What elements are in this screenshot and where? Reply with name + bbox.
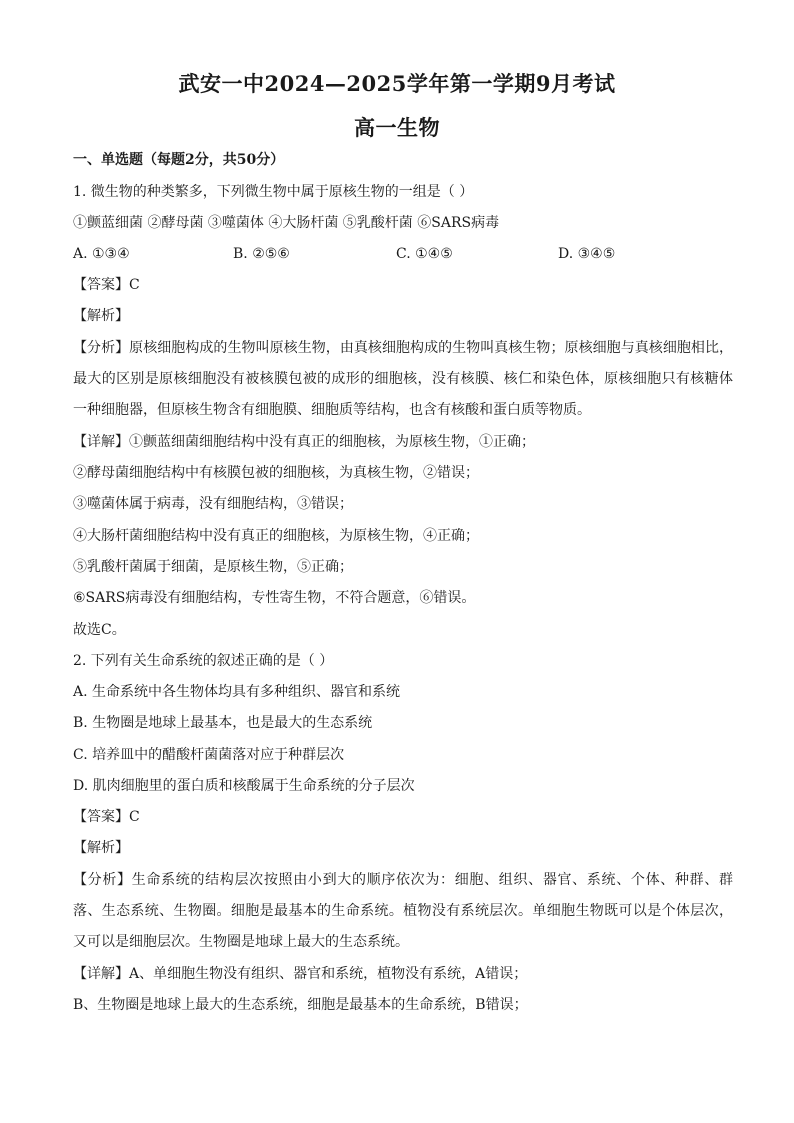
question-1-analysis-line: 一种细胞器，但原核生物含有细胞膜、细胞质等结构，也含有核酸和蛋白质等物质。 bbox=[73, 402, 591, 418]
section-heading: 一、单选题（每题2分，共50分） bbox=[73, 152, 285, 168]
question-2-detail-line: 【详解】A、单细胞生物没有组织、器官和系统，植物没有系统，A错误； bbox=[73, 966, 528, 982]
question-2-option-a: A. 生命系统中各生物体均具有多种组织、器官和系统 bbox=[73, 684, 401, 700]
question-2-option-b: B. 生物圈是地球上最基本，也是最大的生态系统 bbox=[73, 715, 373, 731]
question-1-detail-line: ⑤乳酸杆菌属于细菌，是原核生物，⑤正确； bbox=[73, 559, 353, 575]
question-1-analysis-label: 【解析】 bbox=[73, 308, 129, 324]
question-1-items: ①颤蓝细菌 ②酵母菌 ③噬菌体 ④大肠杆菌 ⑤乳酸杆菌 ⑥SARS病毒 bbox=[73, 215, 500, 231]
question-2-analysis-line: 落、生态系统、生物圈。细胞是最基本的生命系统。植物没有系统层次。单细胞生物既可以是个体层次， bbox=[73, 903, 733, 919]
question-2-answer: 【答案】C bbox=[73, 809, 140, 825]
question-1-option-a: A. ①③④ bbox=[73, 246, 130, 262]
question-1-detail-line: ④大肠杆菌细胞结构中没有真正的细胞核，为原核生物，④正确； bbox=[73, 528, 479, 544]
question-1-option-c: C. ①④⑤ bbox=[396, 246, 453, 262]
question-1-stem: 1. 微生物的种类繁多，下列微生物中属于原核生物的一组是（ ） bbox=[73, 184, 474, 200]
question-2-analysis-line: 【分析】生命系统的结构层次按照由小到大的顺序依次为：细胞、组织、器官、系统、个体、种群、群 bbox=[73, 872, 733, 888]
exam-title: 武安一中2024—2025学年第一学期9月考试 bbox=[178, 71, 616, 96]
question-1-option-d: D. ③④⑤ bbox=[558, 246, 616, 262]
question-1-conclusion: 故选C。 bbox=[73, 622, 126, 638]
question-2-analysis-label: 【解析】 bbox=[73, 840, 129, 856]
question-1-analysis-line: 【分析】原核细胞构成的生物叫原核生物，由真核细胞构成的生物叫真核生物；原核细胞与真核细胞相比， bbox=[73, 340, 733, 356]
question-1-detail-line: 【详解】①颤蓝细菌细胞结构中没有真正的细胞核，为原核生物，①正确； bbox=[73, 434, 535, 450]
question-1-answer: 【答案】C bbox=[73, 277, 140, 293]
question-2-analysis-line: 又可以是细胞层次。生物圈是地球上最大的生态系统。 bbox=[73, 934, 409, 950]
question-2-detail-line: B、生物圈是地球上最大的生态系统，细胞是最基本的生命系统，B错误； bbox=[73, 997, 528, 1013]
question-1-analysis-line: 最大的区别是原核细胞没有被核膜包被的成形的细胞核，没有核膜、核仁和染色体，原核细胞只有核糖体 bbox=[73, 371, 733, 387]
question-1-detail-line: ②酵母菌细胞结构中有核膜包被的细胞核，为真核生物，②错误； bbox=[73, 465, 479, 481]
exam-subject: 高一生物 bbox=[354, 115, 440, 140]
question-1-detail-line: ⑥SARS病毒没有细胞结构，专性寄生物，不符合题意，⑥错误。 bbox=[73, 590, 476, 606]
question-2-option-c: C. 培养皿中的醋酸杆菌菌落对应于种群层次 bbox=[73, 747, 345, 763]
question-2-stem: 2. 下列有关生命系统的叙述正确的是（ ） bbox=[73, 653, 334, 669]
question-1-detail-line: ③噬菌体属于病毒，没有细胞结构，③错误； bbox=[73, 496, 353, 512]
question-2-option-d: D. 肌肉细胞里的蛋白质和核酸属于生命系统的分子层次 bbox=[73, 778, 415, 794]
question-1-option-b: B. ②⑤⑥ bbox=[233, 246, 290, 262]
